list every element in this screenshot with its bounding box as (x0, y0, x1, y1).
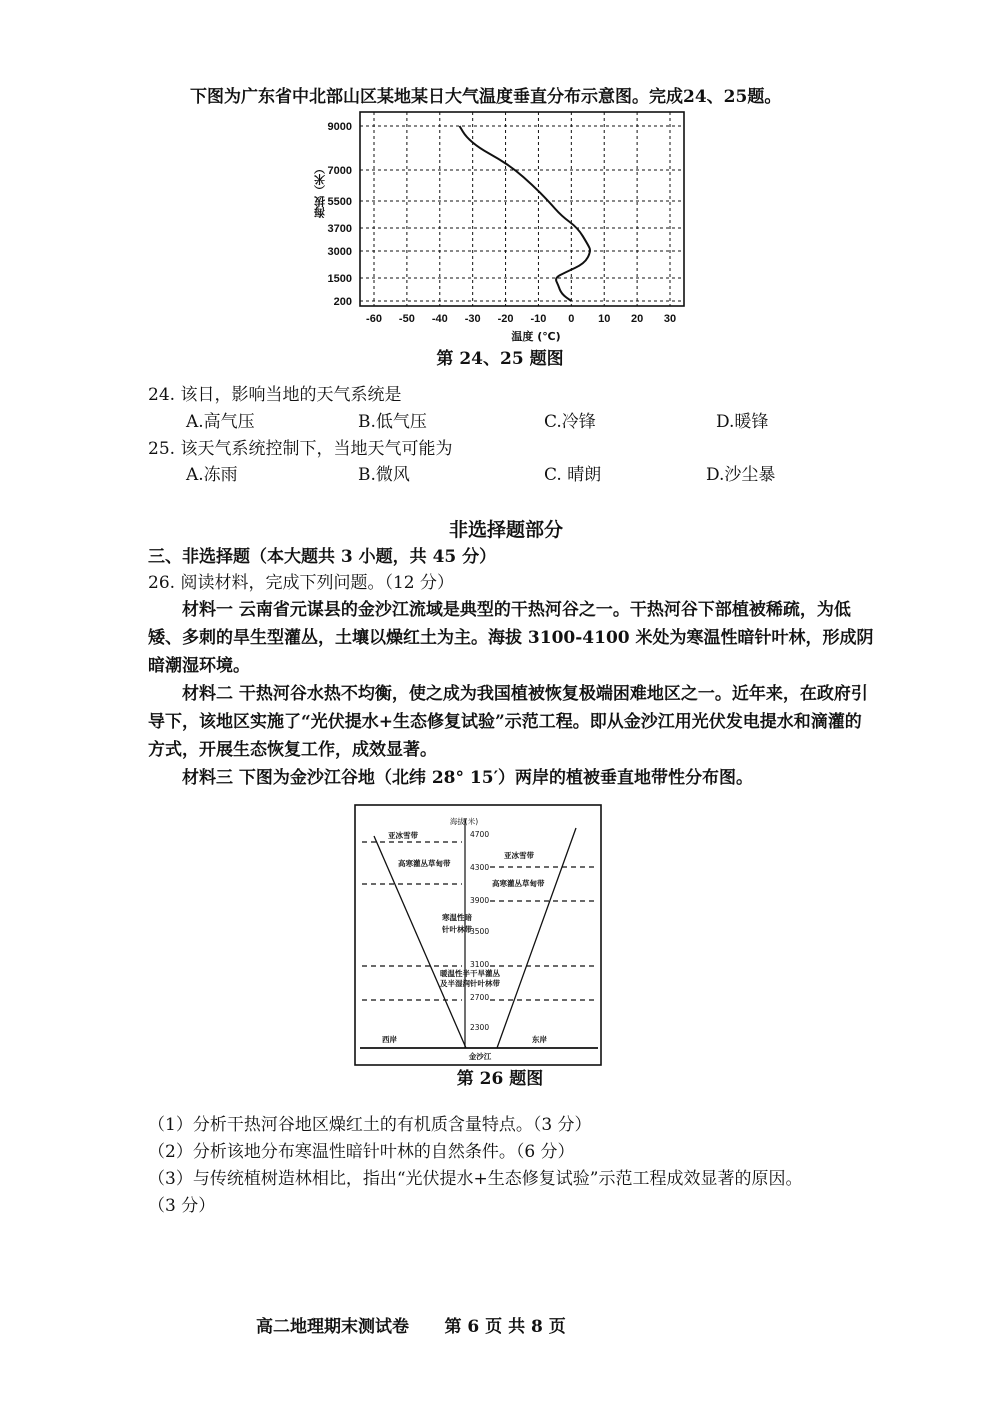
q25-option-d: D.沙尘暴 (706, 465, 776, 485)
altitude-label: 3100 (470, 960, 490, 969)
x-tick-label: -40 (431, 313, 448, 325)
y-tick-label: 200 (333, 296, 352, 308)
y-tick-labels (328, 121, 352, 308)
y-tick-label: 9000 (327, 121, 352, 133)
x-tick-label: 10 (598, 313, 611, 325)
zone-label-west: 寒温性暗 (442, 913, 472, 922)
section-subtitle: 三、非选择题（本大题共 3 小题，共 45 分） (148, 547, 497, 567)
intro-text: 下图为广东省中北部山区某地某日大气温度垂直分布示意图。完成24、25题。 (190, 87, 782, 107)
zone-label-west: 亚冰雪带 (388, 831, 418, 840)
temperature-line (460, 126, 590, 301)
y-tick-label: 7000 (327, 165, 352, 177)
x-tick-label: -60 (366, 313, 382, 325)
q26-stem: 26. 阅读材料，完成下列问题。（12 分） (148, 573, 454, 593)
q24-option-d: D.暖锋 (716, 412, 769, 432)
east-slope (497, 828, 576, 1048)
altitude-label: 3900 (470, 896, 490, 905)
y-tick-label: 1500 (327, 273, 352, 285)
q24-option-c: C.冷锋 (544, 412, 596, 432)
q24-stem: 24. 该日，影响当地的天气系统是 (148, 385, 402, 405)
page-footer: 高二地理期末测试卷 第 6 页 共 8 页 (256, 1317, 566, 1337)
x-tick-label: -10 (530, 313, 547, 325)
q24-option-b: B.低气压 (358, 412, 427, 432)
material-3: 材料三 下图为金沙江谷地（北纬 28° 15′）两岸的植被垂直地带性分布图。 (182, 768, 754, 788)
chart1-caption: 第 24、25 题图 (436, 349, 564, 369)
altitude-label: 4300 (470, 863, 490, 872)
y-tick-label: 3700 (327, 223, 352, 235)
x-tick-label: -20 (497, 313, 514, 325)
zone-label-east: 高寒灌丛草甸带 (492, 879, 545, 888)
x-tick-labels (366, 313, 676, 325)
x-tick-label: 20 (630, 313, 644, 325)
q25-stem: 25. 该天气系统控制下，当地天气可能为 (148, 439, 453, 459)
sub-question-3-score: （3 分） (148, 1196, 216, 1216)
zone-label-west: 针叶林带 (442, 925, 472, 934)
grid (360, 112, 684, 306)
altitude-axis-title: 海拔(米) (449, 817, 479, 826)
x-tick-label: 30 (663, 313, 677, 325)
chart2-caption: 第 26 题图 (456, 1069, 544, 1089)
x-tick-label: 0 (568, 313, 575, 325)
altitude-label: 2700 (470, 993, 490, 1002)
west-bank-label: 西岸 (382, 1035, 397, 1044)
q25-option-b: B.微风 (358, 465, 410, 485)
river-label: 金沙江 (468, 1052, 492, 1061)
east-bank-label: 东岸 (532, 1035, 547, 1044)
zone-label-west: 高寒灌丛草甸带 (398, 859, 451, 868)
section-title: 非选择题部分 (448, 519, 563, 541)
q24-option-a: A.高气压 (186, 412, 255, 432)
temperature-profile-chart (300, 108, 700, 348)
altitude-label: 3500 (470, 927, 490, 936)
y-tick-label: 5500 (327, 196, 352, 208)
zone-label-east: 亚冰雪带 (504, 851, 534, 860)
material-1: 材料一 云南省元谋县的金沙江流域是典型的干热河谷之一。干热河谷下部植被稀疏，为低矮、多刺的旱生型灌丛，土壤以燥红土为主。海拔 3100-4100 米处为寒温性暗针叶林，形成阴暗潮湿环境。 (148, 600, 874, 676)
zone-label-mid: 及半湿润针叶林带 (440, 979, 500, 988)
altitude-label: 4700 (470, 830, 490, 839)
q25-option-a: A.冻雨 (186, 465, 238, 485)
material-2: 材料二 干热河谷水热不均衡，使之成为我国植被恢复极端困难地区之一。近年来，在政府引导下，该地区实施了“光伏提水+生态修复试验”示范工程。即从金沙江用光伏发电提水和滴灌的方式，开展生态恢复工作，成效显著。 (148, 684, 868, 760)
sub-question-1: （1）分析干热河谷地区燥红土的有机质含量特点。（3 分） (148, 1115, 592, 1135)
q25-option-c: C. 晴朗 (544, 465, 602, 485)
y-tick-label: 3000 (327, 246, 352, 258)
altitude-label: 2300 (470, 1023, 490, 1032)
zone-label-mid: 暖温性半干旱灌丛 (440, 969, 500, 978)
sub-question-2: （2）分析该地分布寒温性暗针叶林的自然条件。（6 分） (148, 1142, 575, 1162)
x-tick-label: -30 (464, 313, 481, 325)
plot-frame (360, 112, 684, 306)
sub-question-3: （3）与传统植树造林相比，指出“光伏提水+生态修复试验”示范工程成效显著的原因。 (148, 1169, 803, 1189)
x-axis-label: 温度 (℃) (511, 330, 561, 343)
x-tick-label: -50 (398, 313, 415, 325)
vegetation-zone-diagram (354, 804, 602, 1066)
y-axis-label: 海拔（米） (313, 163, 327, 218)
